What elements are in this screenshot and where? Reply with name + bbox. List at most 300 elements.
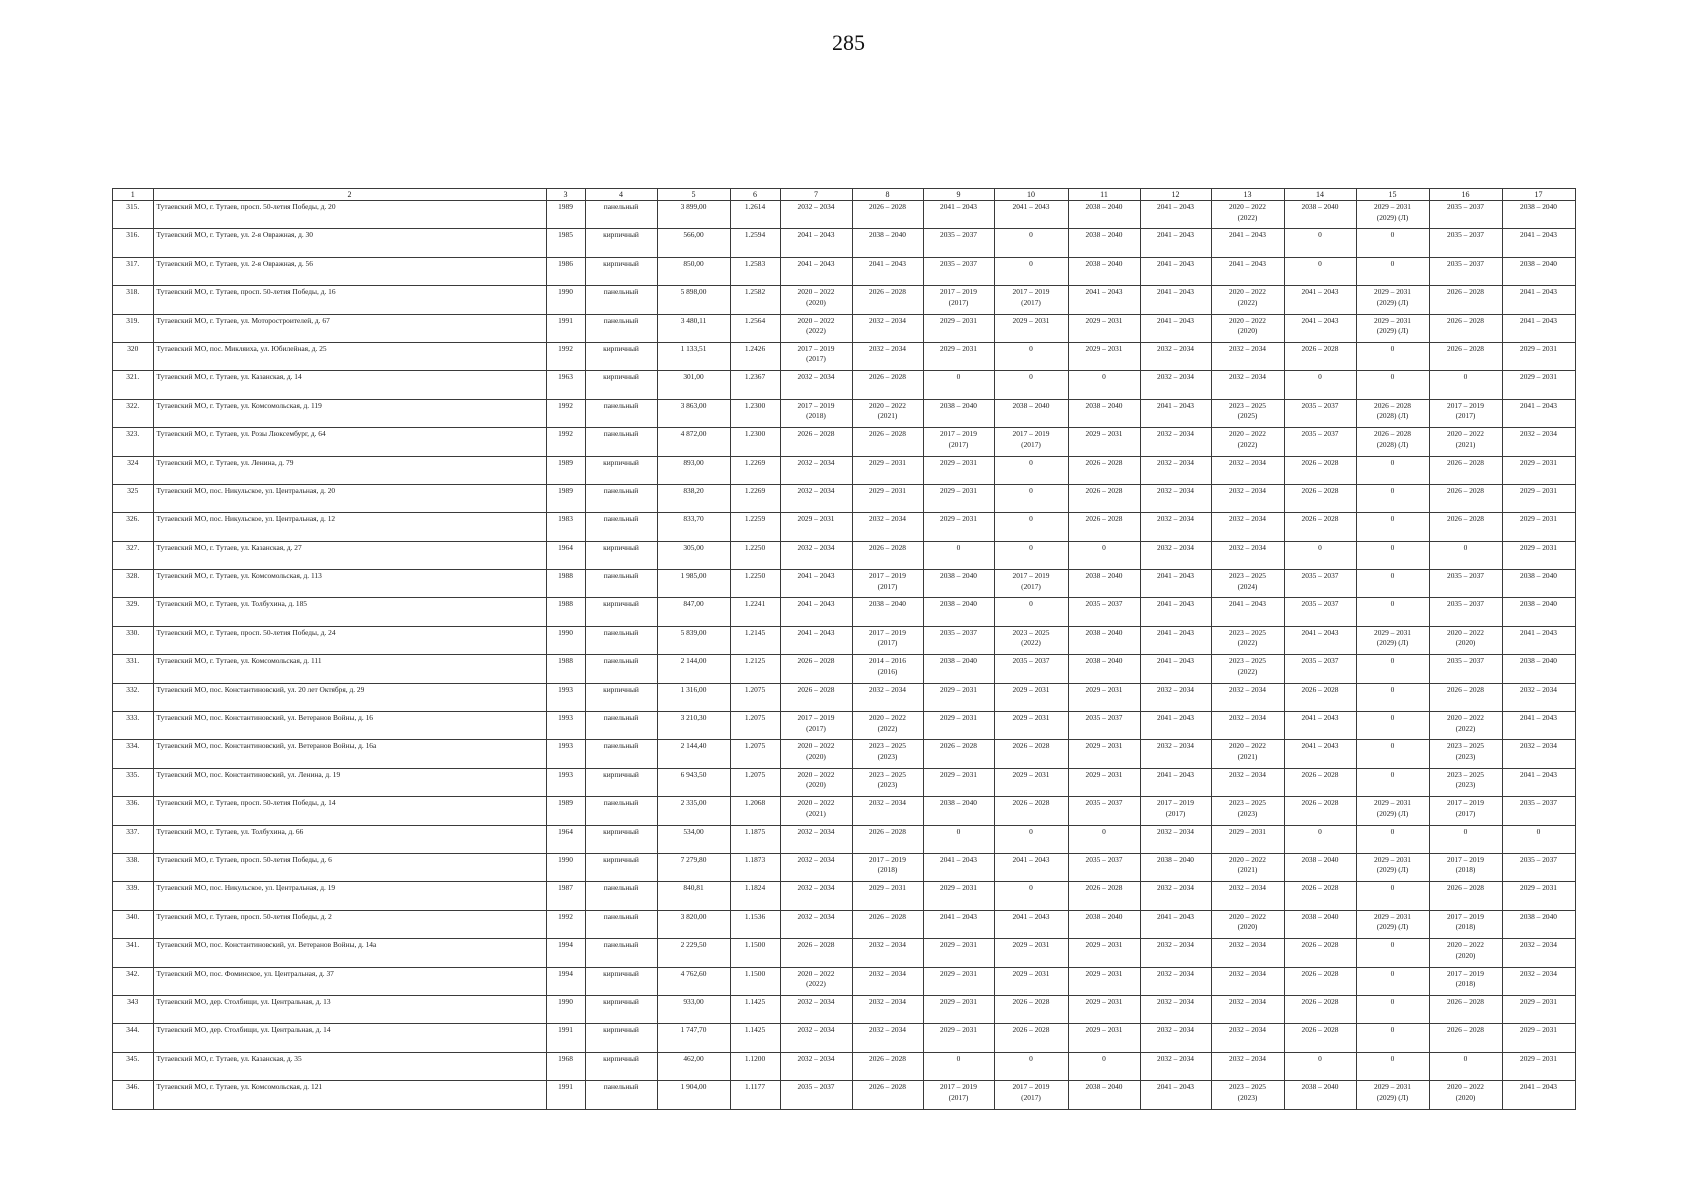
period-cell-col-13: [1211, 1081, 1284, 1109]
period-cell-col-9: 2029 – 2031: [923, 939, 994, 967]
period-cell-col-14: 2035 – 2037: [1284, 399, 1356, 427]
period-cell-col-7: [780, 342, 852, 370]
table-row: [113, 484, 1576, 512]
period-line: (2029) (Л): [1376, 922, 1409, 932]
period-line: 2014 – 2016: [869, 656, 906, 666]
period-cell-col-15: 0: [1356, 229, 1429, 257]
coefficient-cell: 1.1536: [730, 910, 780, 938]
period-cell-col-13: [1211, 570, 1284, 598]
period-cell-col-8: 2029 – 2031: [852, 456, 923, 484]
year-built-cell: 1983: [546, 513, 585, 541]
period-cell-col-9: 2038 – 2040: [923, 655, 994, 683]
period-cell-col-7: [780, 286, 852, 314]
period-line: 2020 – 2022: [797, 968, 835, 978]
period-cell-col-11: 2038 – 2040: [1068, 570, 1140, 598]
period-line: (2022): [1237, 638, 1258, 648]
period-cell-col-8: [852, 626, 923, 654]
period-cell-col-17: 2029 – 2031: [1502, 882, 1575, 910]
address-cell: Тутаевский МО, пос. Константиновский, ул. Ветеранов Войны, д. 16: [153, 712, 546, 740]
period-cell-col-14: 2035 – 2037: [1284, 598, 1356, 626]
wall-material-cell: кирпичный: [585, 257, 657, 285]
period-cell-col-17: 2038 – 2040: [1502, 910, 1575, 938]
period-line: 2017 – 2019: [1012, 429, 1050, 439]
area-cell: 1 747,70: [657, 1024, 730, 1052]
period-line: 2029 – 2031: [1374, 315, 1411, 325]
period-line: 2029 – 2031: [1374, 202, 1411, 211]
period-cell-col-9: [923, 1081, 994, 1109]
table-row: [113, 1052, 1576, 1080]
year-built-cell: 1991: [546, 1024, 585, 1052]
period-line: 2017 – 2019: [940, 429, 977, 439]
period-cell-col-14: 0: [1284, 541, 1356, 569]
period-line: 2029 – 2031: [1374, 854, 1411, 864]
period-cell-col-8: 2026 – 2028: [852, 286, 923, 314]
period-cell-col-15: 0: [1356, 655, 1429, 683]
period-cell-col-10: 2029 – 2031: [994, 683, 1068, 711]
address-cell: Тутаевский МО, г. Тутаев, ул. Моторостроителей, д. 67: [153, 314, 546, 342]
wall-material-cell: кирпичный: [585, 541, 657, 569]
coefficient-cell: 1.2300: [730, 428, 780, 456]
period-cell-col-15: [1356, 797, 1429, 825]
period-line: 2017 – 2019: [1447, 798, 1484, 808]
period-line: 2017 – 2019: [940, 1082, 977, 1092]
period-cell-col-15: [1356, 626, 1429, 654]
period-cell-col-13: [1211, 626, 1284, 654]
period-line: (2029) (Л): [1376, 865, 1409, 875]
period-cell-col-17: 2038 – 2040: [1502, 201, 1575, 229]
period-cell-col-14: 2035 – 2037: [1284, 570, 1356, 598]
period-cell-col-17: 2029 – 2031: [1502, 1052, 1575, 1080]
period-cell-col-13: [1211, 655, 1284, 683]
coefficient-cell: 1.1824: [730, 882, 780, 910]
column-header-5: 5: [657, 189, 730, 201]
period-line: (2028) (Л): [1376, 439, 1409, 449]
period-cell-col-16: 2026 – 2028: [1429, 314, 1502, 342]
year-built-cell: 1985: [546, 229, 585, 257]
period-cell-col-11: 2026 – 2028: [1068, 484, 1140, 512]
period-cell-col-13: 2032 – 2034: [1211, 1024, 1284, 1052]
period-cell-col-8: 2032 – 2034: [852, 967, 923, 995]
table-row: [113, 768, 1576, 796]
period-line: (2021): [1237, 865, 1258, 875]
period-line: (2021): [806, 808, 826, 818]
period-cell-col-14: 2038 – 2040: [1284, 853, 1356, 881]
table-row: [113, 456, 1576, 484]
period-cell-col-13: 2032 – 2034: [1211, 712, 1284, 740]
period-line: 2023 – 2025: [869, 769, 906, 779]
table-row: [113, 513, 1576, 541]
coefficient-cell: 1.2075: [730, 768, 780, 796]
wall-material-cell: панельный: [585, 286, 657, 314]
row-number-cell: 337.: [113, 825, 154, 853]
period-cell-col-10: 2029 – 2031: [994, 712, 1068, 740]
address-cell: Тутаевский МО, пос. Никульское, ул. Центральная, д. 19: [153, 882, 546, 910]
period-line: 2017 – 2019: [1447, 854, 1484, 864]
period-cell-col-17: 2032 – 2034: [1502, 428, 1575, 456]
period-cell-col-16: [1429, 797, 1502, 825]
period-cell-col-14: 2026 – 2028: [1284, 967, 1356, 995]
period-cell-col-9: 2029 – 2031: [923, 314, 994, 342]
period-cell-col-12: 2032 – 2034: [1140, 740, 1211, 768]
period-cell-col-9: 2026 – 2028: [923, 740, 994, 768]
period-cell-col-7: 2041 – 2043: [780, 257, 852, 285]
period-cell-col-7: 2041 – 2043: [780, 598, 852, 626]
period-cell-col-13: [1211, 399, 1284, 427]
period-cell-col-15: 0: [1356, 995, 1429, 1023]
period-line: (2017): [806, 354, 826, 364]
year-built-cell: 1988: [546, 570, 585, 598]
period-cell-col-14: 0: [1284, 825, 1356, 853]
period-line: (2017): [1455, 411, 1476, 421]
area-cell: 566,00: [657, 229, 730, 257]
period-line: (2022): [1237, 212, 1258, 222]
year-built-cell: 1988: [546, 598, 585, 626]
period-cell-col-17: 2038 – 2040: [1502, 257, 1575, 285]
period-line: (2017): [877, 638, 898, 648]
area-cell: 3 480,11: [657, 314, 730, 342]
area-cell: 838,20: [657, 484, 730, 512]
table-row: [113, 797, 1576, 825]
row-number-cell: 339.: [113, 882, 154, 910]
table-row: [113, 541, 1576, 569]
period-cell-col-11: 2029 – 2031: [1068, 995, 1140, 1023]
period-cell-col-16: [1429, 1081, 1502, 1109]
period-line: 2026 – 2028: [1374, 400, 1411, 410]
table-row: [113, 939, 1576, 967]
coefficient-cell: 1.2075: [730, 712, 780, 740]
period-line: 2023 – 2025: [1229, 400, 1266, 410]
period-cell-col-10: 0: [994, 513, 1068, 541]
period-cell-col-16: 2035 – 2037: [1429, 655, 1502, 683]
period-cell-col-7: 2041 – 2043: [780, 229, 852, 257]
period-cell-col-11: 2035 – 2037: [1068, 712, 1140, 740]
period-cell-col-8: [852, 399, 923, 427]
period-cell-col-8: 2032 – 2034: [852, 513, 923, 541]
period-cell-col-17: 2041 – 2043: [1502, 314, 1575, 342]
period-cell-col-16: 2035 – 2037: [1429, 229, 1502, 257]
row-number-cell: 325: [113, 484, 154, 512]
period-line: 2020 – 2022: [1229, 854, 1266, 864]
address-cell: Тутаевский МО, г. Тутаев, ул. Комсомольская, д. 119: [153, 399, 546, 427]
period-cell-col-13: [1211, 201, 1284, 229]
area-cell: 2 144,40: [657, 740, 730, 768]
table-row: [113, 1024, 1576, 1052]
column-header-10: 10: [994, 189, 1068, 201]
period-line: (2017): [1021, 581, 1041, 591]
column-header-14: 14: [1284, 189, 1356, 201]
period-cell-col-9: 2038 – 2040: [923, 598, 994, 626]
period-cell-col-9: 2029 – 2031: [923, 342, 994, 370]
period-cell-col-9: 2041 – 2043: [923, 853, 994, 881]
table-row: [113, 342, 1576, 370]
address-cell: Тутаевский МО, г. Тутаев, ул. Комсомольская, д. 111: [153, 655, 546, 683]
area-cell: 5 839,00: [657, 626, 730, 654]
period-cell-col-11: 2038 – 2040: [1068, 399, 1140, 427]
period-cell-col-14: 2026 – 2028: [1284, 939, 1356, 967]
period-line: 2023 – 2025: [1229, 571, 1266, 581]
address-cell: Тутаевский МО, дер. Столбищи, ул. Центральная, д. 13: [153, 995, 546, 1023]
period-cell-col-8: 2038 – 2040: [852, 598, 923, 626]
wall-material-cell: кирпичный: [585, 995, 657, 1023]
year-built-cell: 1963: [546, 371, 585, 399]
period-cell-col-14: 0: [1284, 229, 1356, 257]
period-cell-col-11: 2038 – 2040: [1068, 1081, 1140, 1109]
period-line: (2021): [1237, 751, 1258, 761]
address-cell: Тутаевский МО, пос. Константиновский, ул. 20 лет Октября, д. 29: [153, 683, 546, 711]
area-cell: 893,00: [657, 456, 730, 484]
year-built-cell: 1988: [546, 655, 585, 683]
period-cell-col-11: 2026 – 2028: [1068, 513, 1140, 541]
table-row: [113, 570, 1576, 598]
period-cell-col-12: 2032 – 2034: [1140, 456, 1211, 484]
table-row: [113, 910, 1576, 938]
period-cell-col-17: 2029 – 2031: [1502, 342, 1575, 370]
period-cell-col-15: 0: [1356, 513, 1429, 541]
area-cell: 4 762,60: [657, 967, 730, 995]
row-number-cell: 318.: [113, 286, 154, 314]
period-cell-col-14: 2038 – 2040: [1284, 201, 1356, 229]
column-header-15: 15: [1356, 189, 1429, 201]
period-line: 2017 – 2019: [797, 713, 835, 723]
period-cell-col-16: 2026 – 2028: [1429, 513, 1502, 541]
period-cell-col-11: 2038 – 2040: [1068, 257, 1140, 285]
period-cell-col-15: 0: [1356, 456, 1429, 484]
period-line: (2017): [948, 439, 969, 449]
address-cell: Тутаевский МО, г. Тутаев, ул. 2-я Овражная, д. 56: [153, 257, 546, 285]
period-cell-col-13: [1211, 740, 1284, 768]
period-line: 2017 – 2019: [1012, 571, 1050, 581]
period-cell-col-16: [1429, 939, 1502, 967]
period-line: (2018): [877, 865, 898, 875]
row-number-cell: 344.: [113, 1024, 154, 1052]
period-cell-col-7: [780, 712, 852, 740]
period-cell-col-10: [994, 626, 1068, 654]
period-cell-col-11: 2035 – 2037: [1068, 853, 1140, 881]
period-line: (2020): [1455, 1092, 1476, 1102]
period-cell-col-11: 2029 – 2031: [1068, 967, 1140, 995]
period-line: 2017 – 2019: [797, 343, 835, 353]
period-cell-col-15: 0: [1356, 371, 1429, 399]
period-cell-col-8: 2026 – 2028: [852, 428, 923, 456]
period-line: (2022): [1237, 439, 1258, 449]
wall-material-cell: панельный: [585, 939, 657, 967]
period-cell-col-16: 2026 – 2028: [1429, 342, 1502, 370]
period-cell-col-16: [1429, 399, 1502, 427]
row-number-cell: 336.: [113, 797, 154, 825]
row-number-cell: 323.: [113, 428, 154, 456]
area-cell: 840,81: [657, 882, 730, 910]
period-cell-col-17: 2032 – 2034: [1502, 967, 1575, 995]
period-cell-col-8: 2032 – 2034: [852, 1024, 923, 1052]
period-cell-col-15: 0: [1356, 825, 1429, 853]
period-cell-col-12: 2032 – 2034: [1140, 342, 1211, 370]
period-cell-col-8: [852, 768, 923, 796]
period-cell-col-15: [1356, 853, 1429, 881]
period-line: 2020 – 2022: [1229, 911, 1266, 921]
period-cell-col-8: 2029 – 2031: [852, 882, 923, 910]
period-cell-col-9: 2041 – 2043: [923, 910, 994, 938]
address-cell: Тутаевский МО, г. Тутаев, просп. 50-летия Победы, д. 2: [153, 910, 546, 938]
wall-material-cell: кирпичный: [585, 229, 657, 257]
wall-material-cell: панельный: [585, 484, 657, 512]
period-line: 2017 – 2019: [869, 627, 906, 637]
period-line: 2023 – 2025: [869, 741, 906, 751]
period-cell-col-7: 2035 – 2037: [780, 1081, 852, 1109]
period-cell-col-10: 0: [994, 371, 1068, 399]
area-cell: 933,00: [657, 995, 730, 1023]
coefficient-cell: 1.1200: [730, 1052, 780, 1080]
period-cell-col-7: 2032 – 2034: [780, 371, 852, 399]
period-cell-col-11: 0: [1068, 825, 1140, 853]
row-number-cell: 317.: [113, 257, 154, 285]
period-cell-col-7: [780, 399, 852, 427]
period-line: (2022): [1237, 297, 1258, 307]
period-line: (2020): [1237, 922, 1258, 932]
period-cell-col-16: [1429, 428, 1502, 456]
period-cell-col-17: 2038 – 2040: [1502, 655, 1575, 683]
year-built-cell: 1992: [546, 399, 585, 427]
period-cell-col-13: 2032 – 2034: [1211, 995, 1284, 1023]
period-cell-col-16: 2026 – 2028: [1429, 484, 1502, 512]
period-cell-col-7: 2026 – 2028: [780, 655, 852, 683]
period-cell-col-13: 2032 – 2034: [1211, 967, 1284, 995]
coefficient-cell: 1.2269: [730, 456, 780, 484]
period-line: (2017): [1021, 297, 1041, 307]
period-cell-col-7: 2032 – 2034: [780, 910, 852, 938]
coefficient-cell: 1.2426: [730, 342, 780, 370]
period-cell-col-7: 2041 – 2043: [780, 570, 852, 598]
period-cell-col-17: 2029 – 2031: [1502, 371, 1575, 399]
period-cell-col-8: [852, 655, 923, 683]
period-line: 2029 – 2031: [1374, 627, 1411, 637]
table-body: [113, 201, 1576, 1110]
period-cell-col-13: [1211, 314, 1284, 342]
period-line: 2020 – 2022: [1447, 940, 1484, 950]
period-cell-col-10: 0: [994, 456, 1068, 484]
period-cell-col-9: 2041 – 2043: [923, 201, 994, 229]
period-cell-col-15: 0: [1356, 712, 1429, 740]
area-cell: 5 898,00: [657, 286, 730, 314]
period-cell-col-11: 0: [1068, 1052, 1140, 1080]
table-row: [113, 229, 1576, 257]
row-number-cell: 322.: [113, 399, 154, 427]
period-cell-col-16: 2035 – 2037: [1429, 257, 1502, 285]
period-line: (2018): [806, 411, 826, 421]
column-header-2: 2: [153, 189, 546, 201]
address-cell: Тутаевский МО, г. Тутаев, ул. 2-я Овражная, д. 30: [153, 229, 546, 257]
area-cell: 7 279,80: [657, 853, 730, 881]
column-header-13: 13: [1211, 189, 1284, 201]
period-line: 2026 – 2028: [1374, 429, 1411, 439]
period-cell-col-12: 2032 – 2034: [1140, 995, 1211, 1023]
period-cell-col-16: [1429, 712, 1502, 740]
period-line: 2020 – 2022: [869, 713, 906, 723]
period-line: (2018): [1455, 979, 1476, 989]
period-line: 2017 – 2019: [1447, 911, 1484, 921]
period-cell-col-10: 0: [994, 541, 1068, 569]
period-cell-col-17: 2041 – 2043: [1502, 399, 1575, 427]
period-cell-col-9: 2029 – 2031: [923, 882, 994, 910]
period-cell-col-13: 2032 – 2034: [1211, 939, 1284, 967]
period-cell-col-11: 2035 – 2037: [1068, 797, 1140, 825]
period-line: 2017 – 2019: [797, 400, 835, 410]
period-cell-col-16: 2026 – 2028: [1429, 683, 1502, 711]
row-number-cell: 319.: [113, 314, 154, 342]
coefficient-cell: 1.2582: [730, 286, 780, 314]
year-built-cell: 1990: [546, 995, 585, 1023]
column-header-12: 12: [1140, 189, 1211, 201]
period-cell-col-15: [1356, 286, 1429, 314]
period-line: (2017): [806, 723, 826, 733]
period-cell-col-11: 2026 – 2028: [1068, 882, 1140, 910]
period-cell-col-17: 2041 – 2043: [1502, 229, 1575, 257]
period-cell-col-17: 2029 – 2031: [1502, 484, 1575, 512]
period-line: (2020): [1237, 326, 1258, 336]
row-number-cell: 343: [113, 995, 154, 1023]
period-cell-col-12: 2041 – 2043: [1140, 257, 1211, 285]
period-cell-col-16: 2026 – 2028: [1429, 286, 1502, 314]
table-row: [113, 655, 1576, 683]
period-cell-col-12: 2041 – 2043: [1140, 655, 1211, 683]
period-cell-col-8: [852, 712, 923, 740]
period-line: 2020 – 2022: [1447, 713, 1484, 723]
period-cell-col-12: 2032 – 2034: [1140, 825, 1211, 853]
period-cell-col-14: 2026 – 2028: [1284, 995, 1356, 1023]
period-line: 2029 – 2031: [1374, 287, 1411, 297]
period-cell-col-14: 2026 – 2028: [1284, 513, 1356, 541]
address-cell: Тутаевский МО, г. Тутаев, просп. 50-летия Победы, д. 20: [153, 201, 546, 229]
period-cell-col-11: 2029 – 2031: [1068, 1024, 1140, 1052]
period-cell-col-9: 2038 – 2040: [923, 399, 994, 427]
period-cell-col-16: 0: [1429, 541, 1502, 569]
coefficient-cell: 1.2250: [730, 541, 780, 569]
period-line: 2023 – 2025: [1012, 627, 1050, 637]
period-cell-col-7: [780, 967, 852, 995]
housing-register-table: [112, 188, 1576, 1110]
wall-material-cell: кирпичный: [585, 853, 657, 881]
period-cell-col-12: 2041 – 2043: [1140, 201, 1211, 229]
period-cell-col-11: 2029 – 2031: [1068, 428, 1140, 456]
period-cell-col-9: 2029 – 2031: [923, 1024, 994, 1052]
period-cell-col-14: 2026 – 2028: [1284, 1024, 1356, 1052]
wall-material-cell: кирпичный: [585, 342, 657, 370]
period-cell-col-7: 2029 – 2031: [780, 513, 852, 541]
year-built-cell: 1990: [546, 853, 585, 881]
period-cell-col-17: 2041 – 2043: [1502, 286, 1575, 314]
row-number-cell: 316.: [113, 229, 154, 257]
year-built-cell: 1992: [546, 342, 585, 370]
period-cell-col-15: 0: [1356, 967, 1429, 995]
period-cell-col-16: 2035 – 2037: [1429, 598, 1502, 626]
period-cell-col-10: 2041 – 2043: [994, 201, 1068, 229]
area-cell: 462,00: [657, 1052, 730, 1080]
row-number-cell: 340.: [113, 910, 154, 938]
period-cell-col-7: 2032 – 2034: [780, 1024, 852, 1052]
address-cell: Тутаевский МО, г. Тутаев, ул. Толбухина, д. 66: [153, 825, 546, 853]
column-header-1: 1: [113, 189, 154, 201]
period-cell-col-13: 2041 – 2043: [1211, 257, 1284, 285]
period-cell-col-15: 0: [1356, 257, 1429, 285]
year-built-cell: 1991: [546, 314, 585, 342]
period-cell-col-17: 2032 – 2034: [1502, 683, 1575, 711]
row-number-cell: 326.: [113, 513, 154, 541]
period-line: (2029) (Л): [1376, 326, 1409, 336]
period-line: 2020 – 2022: [1229, 287, 1266, 297]
period-line: 2020 – 2022: [1447, 1082, 1484, 1092]
column-header-6: 6: [730, 189, 780, 201]
year-built-cell: 1992: [546, 428, 585, 456]
period-cell-col-15: 0: [1356, 683, 1429, 711]
